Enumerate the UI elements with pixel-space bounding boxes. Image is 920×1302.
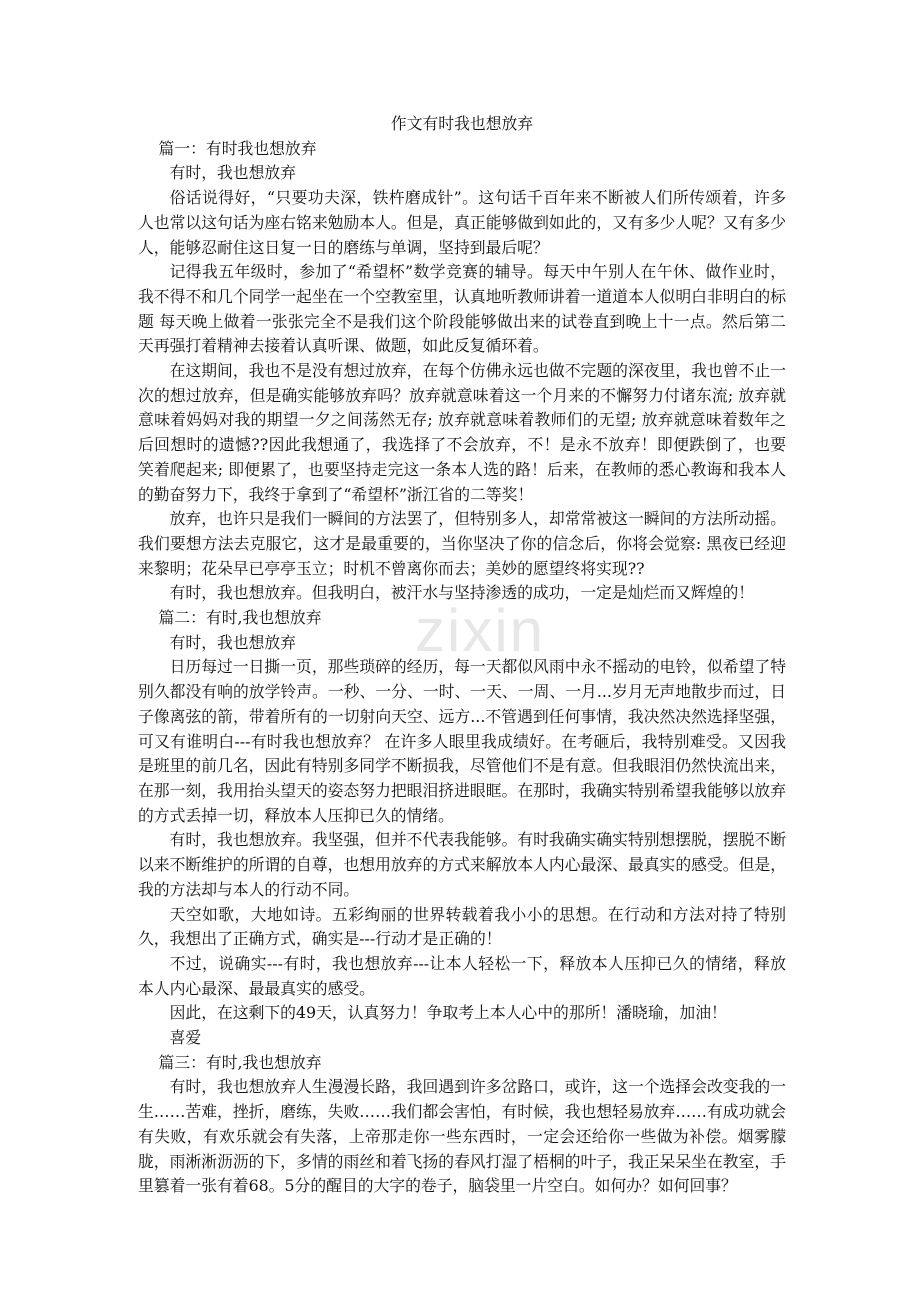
paragraph: 有时，我也想放弃。我坚强，但并不代表我能够。有时我确实确实特别想摆脱，摆脱不断以来不断维护的所谓的自尊，也想用放弃的方式来解放本人内心最深、最真实的感受。但是，我的方法却与本人的行动不同。 <box>138 830 786 899</box>
document-body <box>138 112 786 1199</box>
section-heading: 篇三：有时,我也想放弃 <box>158 1052 322 1072</box>
paragraph: 不过，说确实---有时，我也想放弃---让本人轻松一下，释放本人压抑已久的情绪，释放本人内心最深、最最真实的感受。 <box>138 953 786 998</box>
watermark: zixin <box>414 597 546 664</box>
paragraph: 有时，我也想放弃 <box>169 632 296 652</box>
paragraph: 有时，我也想放弃。但我明白，被汗水与坚持渗透的成功，一定是灿烂而又辉煌的！ <box>169 583 755 603</box>
paragraph: 放弃，也许只是我们一瞬间的方法罢了，但特别多人，却常常被这一瞬间的方法所动摇。我们要想方法去克服它，这才是最重要的，当你坚决了你的信念后，你将会觉察: 黑夜已经迎来黎明；花朵早已亭亭玉立；时机不曾离你而去；美妙的愿望终将实现?? <box>138 509 786 578</box>
section-heading: 篇一：有时我也想放弃 <box>158 138 317 158</box>
paragraph: 喜爱 <box>169 1028 202 1048</box>
section-heading: 篇二：有时,我也想放弃 <box>158 608 322 628</box>
paragraph: 天空如歌，大地如诗。五彩绚丽的世界转载着我小小的思想。在行动和方法对持了特别久，我想出了正确方式，确实是---行动才是正确的！ <box>138 904 786 949</box>
paragraph: 在这期间，我也不是没有想过放弃，在每个仿佛永远也做不完题的深夜里，我也曾不止一次的想过放弃，但是确实能够放弃吗？放弃就意味着这一个月来的不懈努力付诸东流; 放弃就意味着妈妈对我的期望一夕之间荡然无存; 放弃就意味着教师们的无望; 放弃就意味着数年之后回想时的遗憾??因此我想通了，我选择了不会放弃，不！是永不放弃！即便跌倒了，也要笑着爬起来; 即便累了，也要坚持走完这一条本人选的路！后来，在教师的悉心教诲和我本人的勤奋努力下，我终于拿到了“希望杯”浙江省的二等奖！ <box>138 361 786 504</box>
paragraph: 因此，在这剩下的49天，认真努力！争取考上本人心中的那所！潘晓瑜，加油！ <box>169 1003 727 1023</box>
document-title: 作文有时我也想放弃 <box>390 114 534 133</box>
paragraph: 俗话说得好，“只要功夫深，铁杵磨成针”。这句话千百年来不断被人们所传颂着，许多人也常以这句话为座右铭来勉励本人。但是，真正能够做到如此的，又有多少人呢？又有多少人，能够忍耐住这日复一日的磨练与单调，坚持到最后呢？ <box>138 188 786 257</box>
paragraph: 记得我五年级时，参加了“希望杯”数学竞赛的辅导。每天中午别人在午休、做作业时，我不得不和几个同学一起坐在一个空教室里，认真地听教师讲着一道道本人似明白非明白的标题 每天晚上做着一张张完全不是我们这个阶段能够做出来的试卷直到晚上十一点。然后第二天再强打着精神去接着认真听课、做题，如此反复循环着。 <box>138 262 786 356</box>
paragraph: 日历每过一日撕一页，那些琐碎的经历，每一天都似风雨中永不摇动的电铃，似希望了特别久都没有响的放学铃声。一秒、一分、一时、一天、一周、一月...岁月无声地散步而过，日子像离弦的箭，带着所有的一切射向天空、远方...不管遇到任何事情，我决然决然选择坚强，可又有谁明白---有时我也想放弃？ 在许多人眼里我成绩好。在考砸后，我特别难受。又因我是班里的前几名，因此有特别多同学不断损我，尽管他们不是有意。但我眼泪仍然快流出来，在那一刻，我用抬头望天的姿态努力把眼泪挤进眼眶。在那时，我确实特别希望我能够以放弃的方式丢掉一切，释放本人压抑已久的情绪。 <box>138 657 786 825</box>
paragraph: 有时，我也想放弃 <box>169 163 296 183</box>
paragraph: 有时，我也想放弃人生漫漫长路，我回遇到许多岔路口，或许，这一个选择会改变我的一生……苦难，挫折，磨练，失败……我们都会害怕，有时候，我也想轻易放弃……有成功就会有失败，有欢乐就会有失落，上帝那走你一些东西时，一定会还给你一些做为补偿。烟雾朦胧，雨淅淅沥沥的下，多情的雨丝和着飞扬的春风打湿了梧桐的叶子，我正呆呆坐在教室，手里篡着一张有着68。5分的醒目的大字的卷子，脑袋里一片空白。如何办？如何回事？ <box>138 1077 786 1196</box>
